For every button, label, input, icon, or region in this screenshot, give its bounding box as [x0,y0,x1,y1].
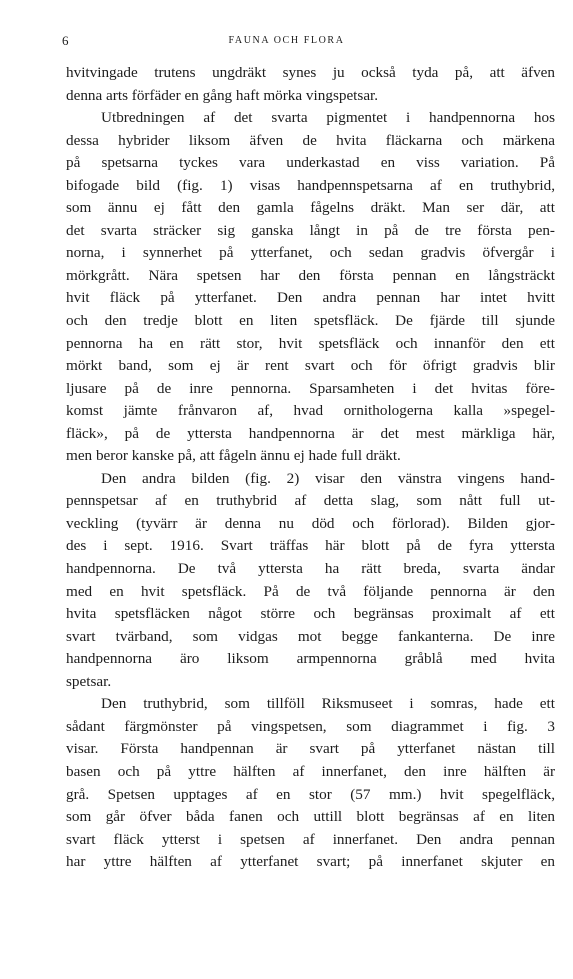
text-line: med en hvit spetsfläck. På de två följande pennorna är den [66,582,555,600]
text-line: norna, i synnerhet på ytterfanet, och sedan gradvis öfvergår i [66,244,555,262]
text-line: svart tvärband, som vidgas mot begge fankanterna. De inre [66,627,555,645]
text-line: des i sept. 1916. Svart träffas här blott på de fyra yttersta [66,537,555,555]
text-line: Den truthybrid, som tillföll Riksmuseet i somras, hade ett [101,695,555,713]
text-line: ljusare på de inre pennorna. Sparsamheten i det hvitas före- [66,379,555,397]
text-line: bifogade bild (fig. 1) visas handpennspetsarna af en truthybrid, [66,176,555,194]
text-line: grå. Spetsen upptages af en stor (57 mm.) hvit spegelfläck, [66,785,555,803]
text-line: hvit fläck på ytterfanet. Den andra pennan har intet hvitt [66,289,555,307]
text-line: på spetsarna tyckes vara underkastad en viss variation. På [66,154,555,172]
text-line: visar. Första handpennan är svart på ytterfanet nästan till [66,740,555,758]
text-line: denna arts förfäder en gång haft mörka vingspetsar. [66,86,379,104]
text-line: som ännu ej fått den gamla fågelns dräkt. Man ser där, att [66,199,555,217]
text-line: handpennorna. De två yttersta ha rätt breda, svarta ändar [66,560,555,578]
body-text [66,62,555,874]
text-line: veckling (tyvärr är denna nu död och förlorad). Bilden gjor- [66,514,555,532]
text-line: men beror kanske på, att fågeln ännu ej hade full dräkt. [66,447,401,465]
page-number: 6 [62,33,69,48]
text-line: har yttre hälften af ytterfanet svart; på innerfanet skjuter en [66,853,555,871]
text-line: det svarta sträcker sig ganska långt in på de tre första pen- [66,221,555,239]
text-line: hvita spetsfläcken något större och begränsas proximalt af ett [66,605,555,623]
text-line: och den tredje blott en liten spetsfläck. De fjärde till sjunde [66,312,555,330]
text-line: svart fläck ytterst i spetsen af innerfanet. Den andra pennan [66,830,555,848]
text-line: hvitvingade trutens ungdräkt synes ju också tyda på, att äfven [66,64,555,81]
text-line: Utbredningen af det svarta pigmentet i handpennorna hos [101,109,555,127]
text-line: sådant färgmönster på vingspetsen, som diagrammet i fig. 3 [66,717,555,735]
text-line: handpennorna äro liksom armpennorna gråblå med hvita [66,650,555,668]
text-line: basen och på yttre hälften af innerfanet, den inre hälften är [66,762,555,780]
text-line: mörkt band, som ej är rent svart och för öfrigt gradvis blir [66,357,555,375]
text-line: Den andra bilden (fig. 2) visar den vänstra vingens hand- [101,469,555,487]
running-head: FAUNA OCH FLORA [228,35,345,46]
text-line: som går öfver båda fanen och uttill blott begränsas af en liten [66,808,555,826]
text-line: komst jämte frånvaron af, hvad ornithologerna kalla »spegel- [66,402,555,420]
text-line: mörkgrått. Nära spetsen har den första pennan en långsträckt [66,266,555,284]
text-line: dessa hybrider liksom äfven de hvita fläckarna och märkena [66,131,555,149]
text-line: spetsar. [66,672,112,690]
text-line: fläck», på de yttersta handpennorna är det mest märkliga här, [66,424,555,442]
text-line: pennorna ha en rätt stor, hvit spetsfläck och innanför den ett [66,334,555,352]
text-line: pennspetsar af en truthybrid af detta slag, som nått full ut- [66,492,555,510]
